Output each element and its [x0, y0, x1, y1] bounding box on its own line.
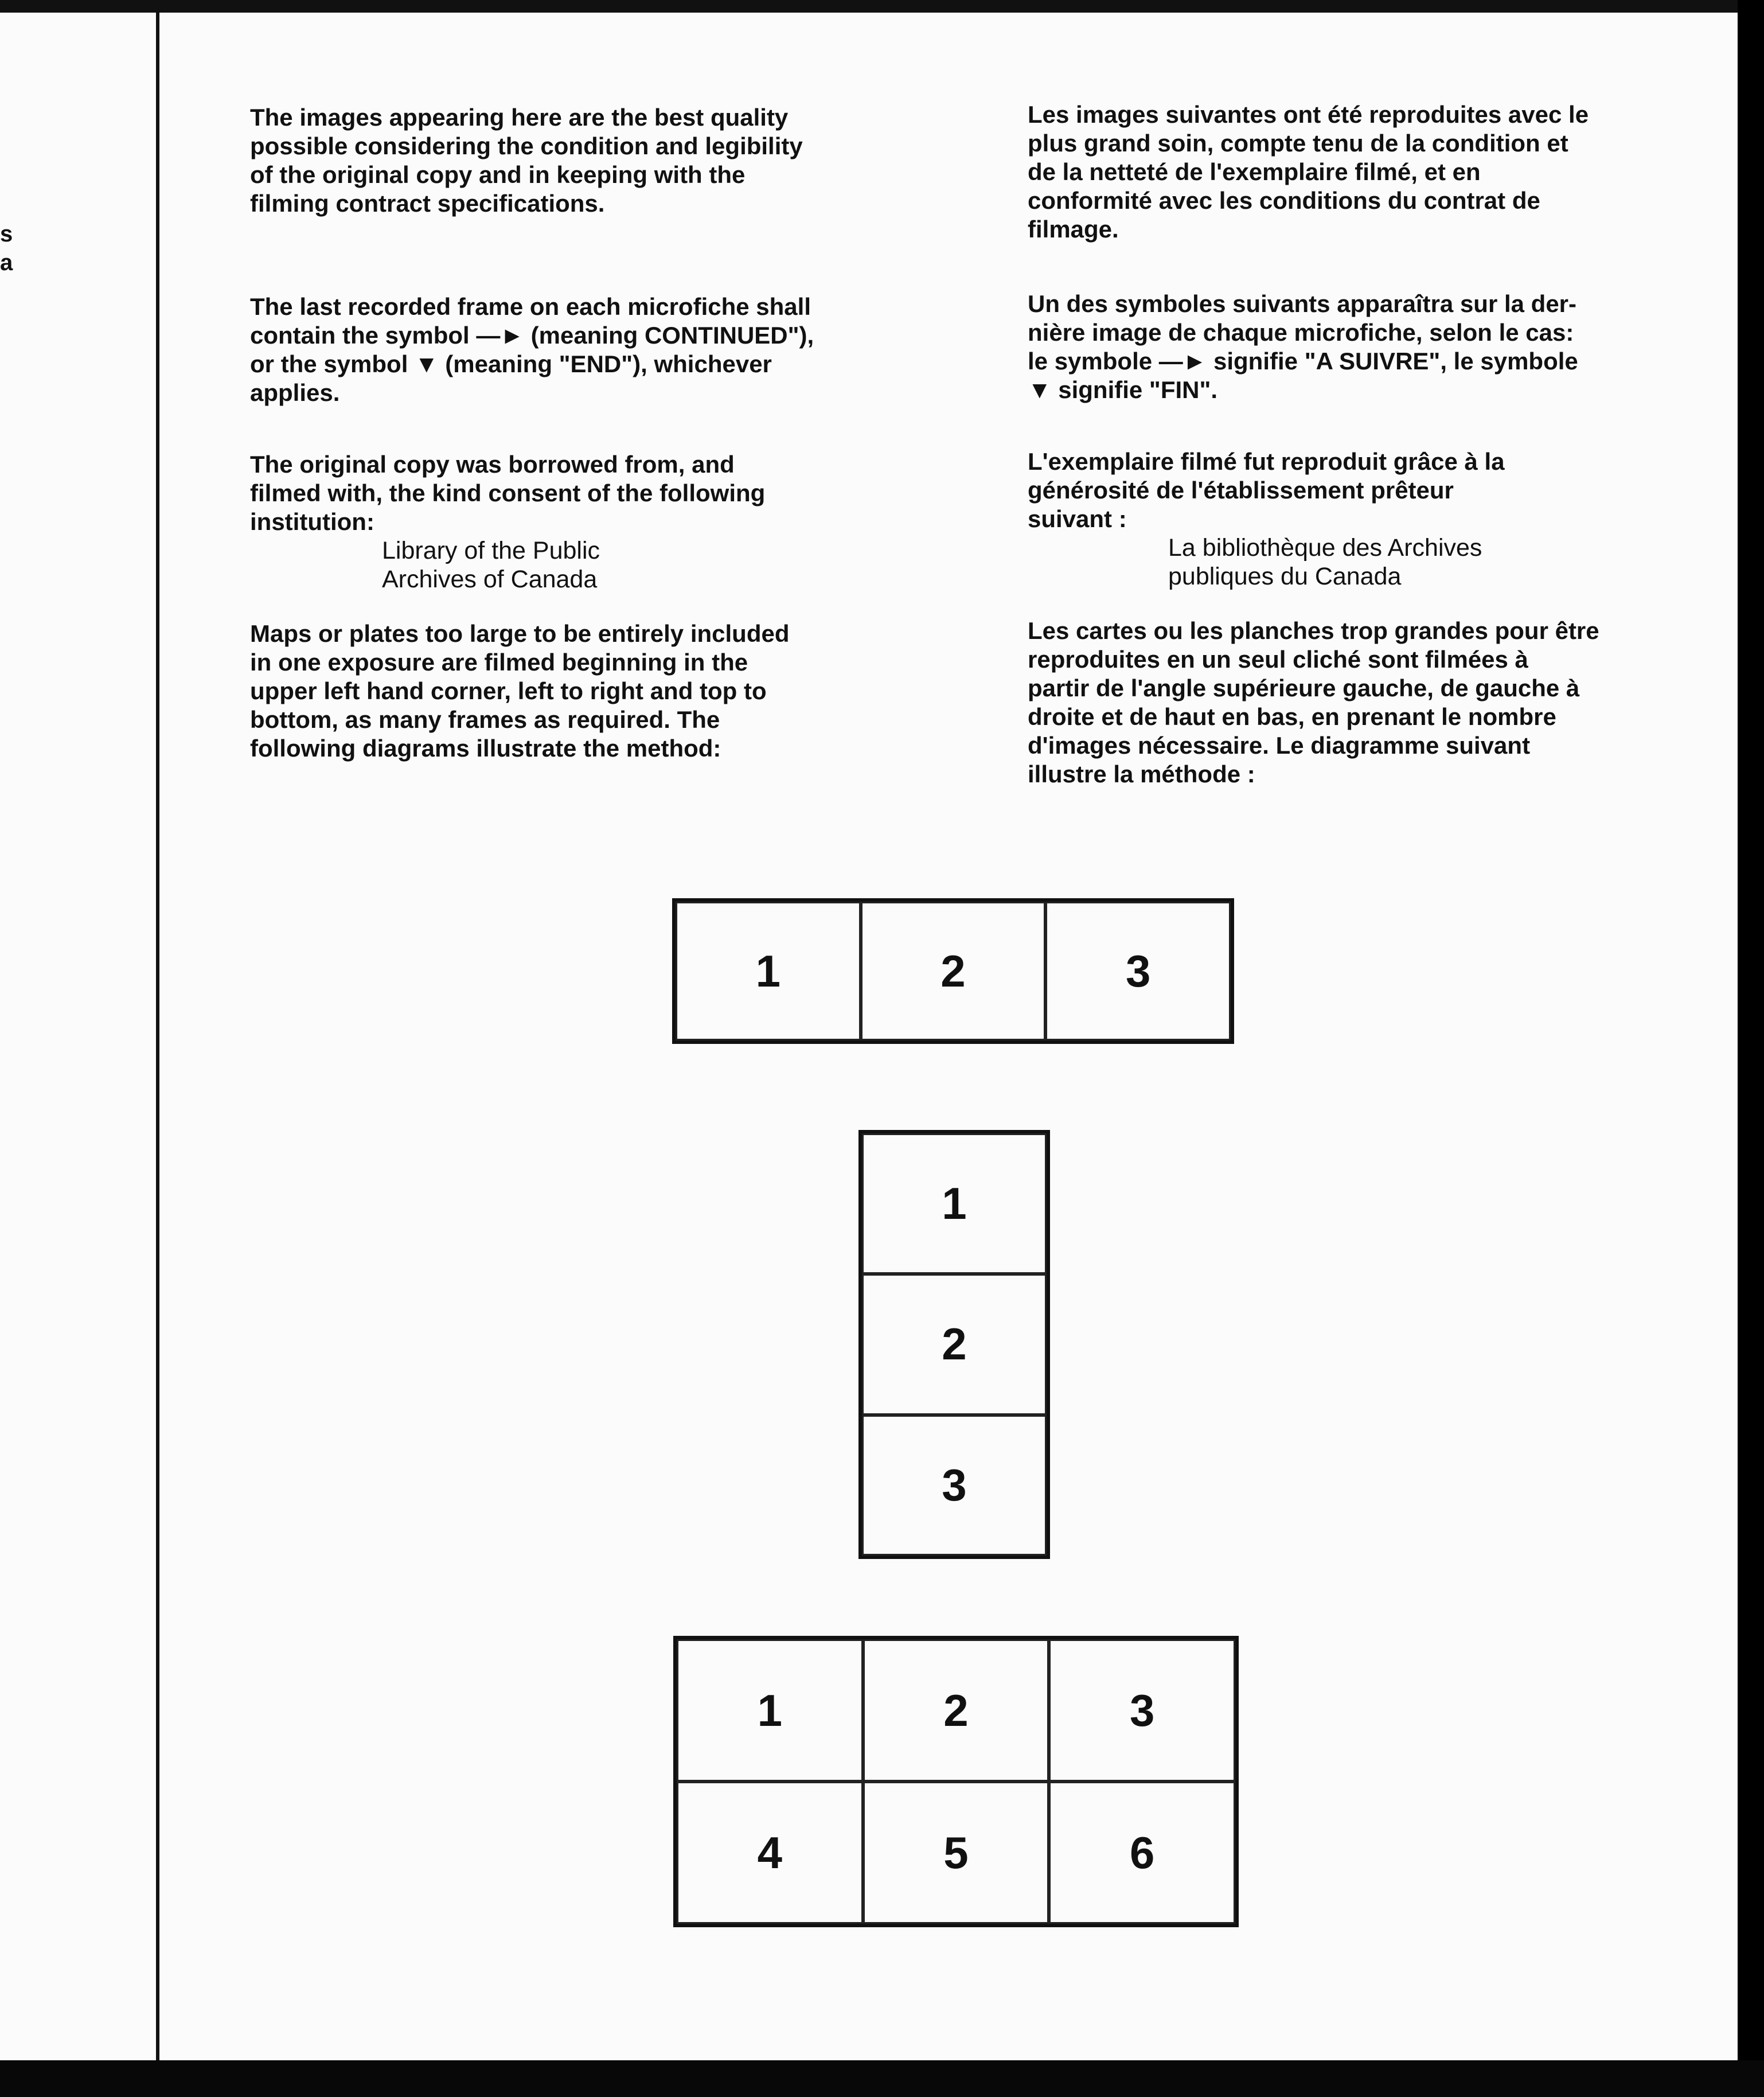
- english-paragraph-maps: Maps or plates too large to be entirely included in one exposure are filmed beginning in the upper left hand corner, left to right and top to bottom, as many frames as required. The following diagrams illustrate the method:: [250, 620, 790, 762]
- diagram-grid-2x3: [673, 1636, 1239, 1927]
- frame-cell: 1: [677, 1639, 863, 1782]
- frame-cell: 4: [677, 1782, 863, 1924]
- french-paragraph-symbols: Un des symboles suivants apparaîtra sur la der- nière image de chaque microfiche, selon le cas: le symbole —► signifie "A SUIVRE", le symbole ▼ signifie "FIN".: [1028, 290, 1578, 403]
- frame-cell: 3: [862, 1415, 1047, 1556]
- left-margin-fragment: a: [0, 250, 13, 275]
- frame-cell: 2: [861, 902, 1046, 1040]
- film-edge-bottom: [0, 2060, 1764, 2097]
- film-edge-right: [1738, 0, 1764, 2097]
- french-institution-name: La bibliothèque des Archives publiques du Canada: [1168, 534, 1482, 590]
- frame-cell: 2: [863, 1639, 1049, 1782]
- diagram-horizontal-strip: [672, 898, 1234, 1044]
- french-paragraph-institution-intro: L'exemplaire filmé fut reproduit grâce à la générosité de l'établissement prêteur suivant :: [1028, 448, 1505, 532]
- english-paragraph-symbols: The last recorded frame on each microfiche shall contain the symbol —► (meaning CONTINUED"), or the symbol ▼ (meaning "END"), whichever applies.: [250, 293, 814, 406]
- frame-cell: 3: [1049, 1639, 1235, 1782]
- frame-cell: 1: [862, 1133, 1047, 1274]
- frame-cell: 3: [1045, 902, 1231, 1040]
- frame-cell: 5: [863, 1782, 1049, 1924]
- frame-cell: 6: [1049, 1782, 1235, 1924]
- frame-cell: 1: [676, 902, 861, 1040]
- diagram-vertical-strip: [858, 1130, 1050, 1559]
- gutter-line: [156, 13, 159, 2060]
- left-margin-fragment: s: [0, 221, 13, 247]
- frame-cell: 2: [862, 1274, 1047, 1414]
- french-paragraph-quality: Les images suivantes ont été reproduites avec le plus grand soin, compte tenu de la condition et de la netteté de l'exemplaire filmé, et en conformité avec les conditions du contrat de filmage.: [1028, 101, 1589, 243]
- english-paragraph-institution-intro: The original copy was borrowed from, and filmed with, the kind consent of the following institution:: [250, 451, 766, 535]
- french-paragraph-maps: Les cartes ou les planches trop grandes pour être reproduites en un seul cliché sont filmées à partir de l'angle supérieure gauche, de gauche à droite et de haut en bas, en prenant le nombre d'images nécessaire. Le diagramme suivant illustre la méthode :: [1028, 617, 1599, 788]
- english-paragraph-quality: The images appearing here are the best quality possible considering the condition and legibility of the original copy and in keeping with the filming contract specifications.: [250, 104, 803, 217]
- english-institution-name: Library of the Public Archives of Canada: [382, 537, 600, 593]
